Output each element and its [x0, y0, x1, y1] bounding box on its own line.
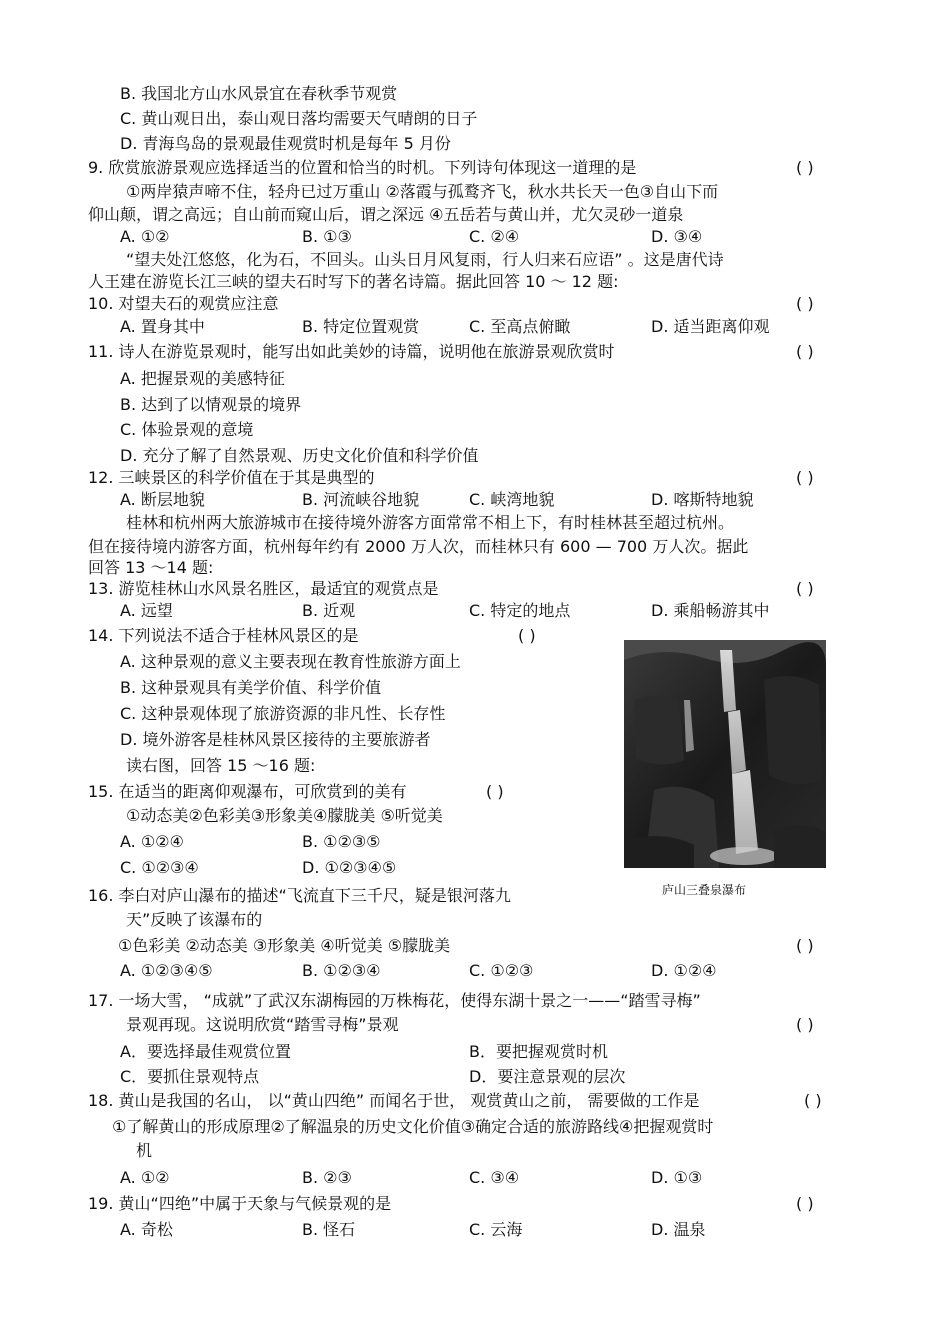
q11-option-c: C. 体验景观的意境: [120, 420, 254, 439]
figure-caption: 庐山三叠泉瀑布: [662, 883, 747, 897]
q9-option-d: D. ③④: [651, 227, 703, 246]
intro-10-12-line1: “望夫处江悠悠，化为石，不回头。山头日月风复雨，行人归来石应语” 。这是唐代诗: [126, 250, 724, 269]
q12-option-d: D. 喀斯特地貌: [651, 490, 754, 509]
q11-answer-blank: ( ): [796, 342, 814, 361]
q12-option-b: B. 河流峡谷地貌: [302, 490, 420, 509]
q17-option-c: C．要抓住景观特点: [120, 1067, 260, 1086]
q16-option-d: D. ①②④: [651, 961, 717, 980]
q13-option-d: D. 乘船畅游其中: [651, 601, 770, 620]
q11-stem: 11. 诗人在游览景观时，能写出如此美妙的诗篇，说明他在旅游景观欣赏时: [88, 342, 615, 361]
q11-option-a: A. 把握景观的美感特征: [120, 369, 285, 388]
q17-stem: 17. 一场大雪， “成就”了武汉东湖梅园的万株梅花，使得东湖十景之一——“踏雪寻梅”: [88, 991, 701, 1010]
q10-option-a: A. 置身其中: [120, 317, 205, 336]
q17-stem-continued: 景观再现。这说明欣赏“踏雪寻梅”景观: [126, 1015, 399, 1034]
q16-option-b: B. ①②③④: [302, 961, 381, 980]
q19-option-b: B. 怪石: [302, 1220, 356, 1239]
q13-answer-blank: ( ): [796, 579, 814, 598]
q15-option-a: A. ①②④: [120, 832, 184, 851]
q15-stem: 15. 在适当的距离仰观瀑布，可欣赏到的美有: [88, 782, 407, 801]
q9-option-c: C. ②④: [469, 227, 520, 246]
q8-option-d: D. 青海鸟岛的景观最佳观赏时机是每年 5 月份: [120, 134, 451, 153]
q8-option-c: C. 黄山观日出，泰山观日落均需要天气晴朗的日子: [120, 109, 478, 128]
q18-choices-line1: ①了解黄山的形成原理②了解温泉的历史文化价值③确定合适的旅游路线④把握观赏时: [112, 1117, 714, 1136]
q10-answer-blank: ( ): [796, 294, 814, 313]
q14-stem: 14. 下列说法不适合于桂林风景区的是: [88, 626, 359, 645]
q18-option-b: B. ②③: [302, 1168, 352, 1187]
q12-option-a: A. 断层地貌: [120, 490, 205, 509]
q11-option-d: D. 充分了解了自然景观、历史文化价值和科学价值: [120, 446, 479, 465]
q18-option-a: A. ①②: [120, 1168, 170, 1187]
intro-13-14-line3: 回答 13 ～14 题:: [88, 558, 214, 577]
q15-option-c: C. ①②③④: [120, 858, 199, 877]
q8-option-b: B. 我国北方山水风景宜在春秋季节观赏: [120, 84, 398, 103]
q16-stem: 16. 李白对庐山瀑布的描述“飞流直下三千尺，疑是银河落九: [88, 886, 511, 905]
q18-stem: 18. 黄山是我国的名山， 以“黄山四绝” 而闻名于世， 观赏黄山之前， 需要做的工作是: [88, 1091, 700, 1110]
q10-stem: 10. 对望夫石的观赏应注意: [88, 294, 279, 313]
q9-option-a: A. ①②: [120, 227, 170, 246]
q12-stem: 12. 三峡景区的科学价值在于其是典型的: [88, 468, 375, 487]
q11-option-b: B. 达到了以情观景的境界: [120, 395, 302, 414]
lushan-waterfall-photo: [624, 640, 826, 868]
q9-stem: 9. 欣赏旅游景观应选择适当的位置和恰当的时机。下列诗句体现这一道理的是: [88, 158, 637, 177]
q13-option-b: B. 近观: [302, 601, 356, 620]
q15-option-b: B. ①②③⑤: [302, 832, 381, 851]
q17-option-b: B．要把握观赏时机: [469, 1042, 608, 1061]
q14-answer-blank: ( ): [518, 626, 536, 645]
q15-option-d: D. ①②③④⑤: [302, 858, 397, 877]
q14-option-a: A. 这种景观的意义主要表现在教育性旅游方面上: [120, 652, 461, 671]
q12-option-c: C. 峡湾地貌: [469, 490, 555, 509]
q19-option-a: A. 奇松: [120, 1220, 173, 1239]
q15-answer-blank: ( ): [486, 782, 504, 801]
q16-option-c: C. ①②③: [469, 961, 534, 980]
q19-option-d: D. 温泉: [651, 1220, 706, 1239]
q17-option-a: A．要选择最佳观赏位置: [120, 1042, 291, 1061]
q13-option-c: C. 特定的地点: [469, 601, 571, 620]
q9-answer-blank: ( ): [796, 158, 814, 177]
q19-option-c: C. 云海: [469, 1220, 523, 1239]
q9-options-line2: 仰山颠，谓之高远；自山前而窥山后，谓之深远 ④五岳若与黄山并，尤欠灵砂一道泉: [88, 205, 684, 224]
q17-option-d: D．要注意景观的层次: [469, 1067, 626, 1086]
q19-stem: 19. 黄山“四绝”中属于天象与气候景观的是: [88, 1194, 392, 1213]
q10-option-d: D. 适当距离仰观: [651, 317, 770, 336]
q16-answer-blank: ( ): [796, 936, 814, 955]
q10-option-b: B. 特定位置观赏: [302, 317, 420, 336]
q16-stem-continued: 天”反映了该瀑布的: [126, 910, 263, 929]
q14-option-b: B. 这种景观具有美学价值、科学价值: [120, 678, 382, 697]
q18-choices-line2: 机: [136, 1141, 153, 1160]
q9-options-line1: ①两岸猿声啼不住，轻舟已过万重山 ②落霞与孤鹜齐飞，秋水共长天一色③自山下而: [126, 182, 719, 201]
q13-stem: 13. 游览桂林山水风景名胜区，最适宜的观赏点是: [88, 579, 439, 598]
q16-choices: ①色彩美 ②动态美 ③形象美 ④听觉美 ⑤朦胧美: [118, 936, 451, 955]
intro-13-14-line2: 但在接待境内游客方面，杭州每年约有 2000 万人次，而桂林只有 600 — 700 万人次。据此: [88, 537, 749, 556]
q14-option-c: C. 这种景观体现了旅游资源的非凡性、长存性: [120, 704, 446, 723]
q15-choices: ①动态美②色彩美③形象美④朦胧美 ⑤听觉美: [126, 806, 443, 825]
q13-option-a: A. 远望: [120, 601, 173, 620]
q10-option-c: C. 至高点俯瞰: [469, 317, 571, 336]
q18-option-c: C. ③④: [469, 1168, 520, 1187]
q16-option-a: A. ①②③④⑤: [120, 961, 213, 980]
q12-answer-blank: ( ): [796, 468, 814, 487]
waterfall-illustration: [624, 640, 826, 868]
intro-13-14-line1: 桂林和杭州两大旅游城市在接待境外游客方面常常不相上下，有时桂林甚至超过杭州。: [126, 513, 735, 532]
intro-10-12-line2: 人王建在游览长江三峡的望夫石时写下的著名诗篇。据此回答 10 ～ 12 题:: [88, 272, 619, 291]
q14-option-d: D. 境外游客是桂林风景区接待的主要旅游者: [120, 730, 431, 749]
intro-15-16: 读右图，回答 15 ～16 题:: [126, 756, 316, 775]
q18-answer-blank: ( ): [804, 1091, 822, 1110]
q19-answer-blank: ( ): [796, 1194, 814, 1213]
q17-answer-blank: ( ): [796, 1015, 814, 1034]
q18-option-d: D. ①③: [651, 1168, 703, 1187]
q9-option-b: B. ①③: [302, 227, 352, 246]
